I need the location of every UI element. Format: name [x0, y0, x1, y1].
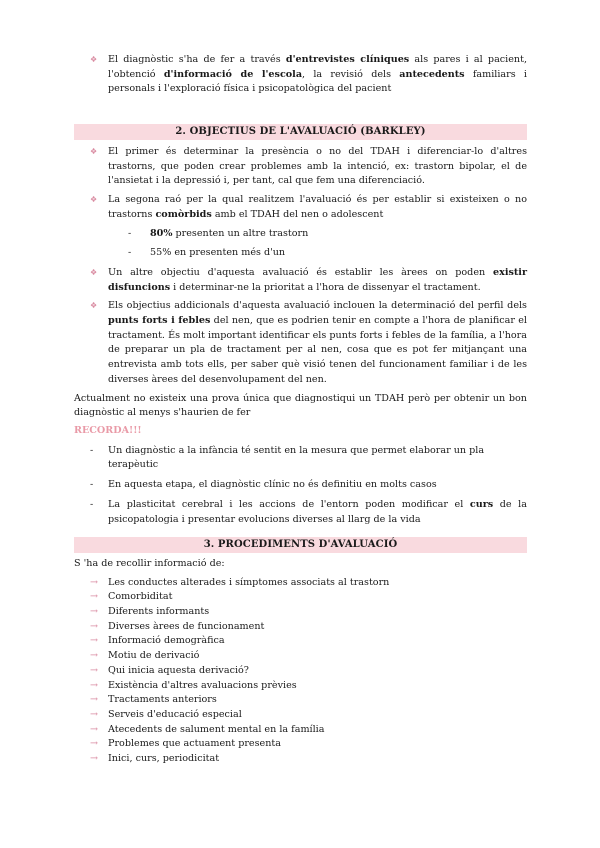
- arrow-bullet-icon: →: [90, 635, 99, 647]
- arrow-bullet-icon: →: [90, 576, 99, 588]
- list-item: → Qui inicia aquesta derivació?: [74, 664, 527, 679]
- list-item: → Diverses àrees de funcionament: [74, 620, 527, 635]
- list-item: → Inici, curs, periodicitat: [74, 752, 527, 767]
- list-item: → Problemes que actuament presenta: [74, 737, 527, 752]
- list-item: → Tractaments anteriors: [74, 693, 527, 708]
- arrow-bullet-icon: →: [90, 738, 99, 750]
- section2-body: [74, 145, 527, 421]
- list-item: - En aquesta etapa, el diagnòstic clínic no és definitiu en molts casos: [74, 478, 527, 493]
- diamond-bullet-icon: ❖: [90, 267, 98, 277]
- section-heading: 3. PROCEDIMENTS D'AVALUACIÓ: [74, 537, 527, 553]
- diamond-bullet-icon: ❖: [90, 195, 98, 205]
- arrow-bullet-icon: →: [90, 752, 99, 764]
- list-item: → Serveis d'educació especial: [74, 708, 527, 723]
- list-item: - Un diagnòstic a la infància té sentit en la mesura que permet elaborar un pla terapèutic: [90, 444, 485, 471]
- procedures-list: [74, 576, 527, 767]
- list-item: → Les conductes alterades i símptomes associats al trastorn: [74, 576, 527, 591]
- arrow-bullet-icon: →: [90, 708, 99, 720]
- dash-bullet: -: [90, 479, 94, 491]
- arrow-bullet-icon: →: [90, 694, 99, 706]
- list-item: → Comorbiditat: [74, 590, 527, 605]
- list-item: → Motiu de derivació: [74, 649, 527, 664]
- section3-intro: S 'ha de recollir informació de:: [74, 558, 225, 569]
- list-item: → Diferents informants: [74, 605, 527, 620]
- list-item: ❖ La segona raó per la qual realitzem l'avaluació és per establir si existeixen o no trastorns comòrbids amb el TDAH del nen o adolescent: [90, 194, 527, 220]
- list-item: → Atecedents de salument mental en la família: [74, 723, 527, 738]
- arrow-bullet-icon: →: [90, 664, 99, 676]
- list-item: → Existència d'altres avaluacions prèvies: [74, 679, 527, 694]
- arrow-bullet-icon: →: [90, 591, 99, 603]
- list-item: ❖ El diagnòstic s'ha de fer a través d'entrevistes clíniques als pares i al pacient, l'obtenció d'informació de l'escola, la revisió dels antecedents familiars i personals i l'exploració física i psicopatològica del pacient: [90, 54, 527, 95]
- list-item: ❖ El primer és determinar la presència o no del TDAH i diferenciar-lo d'altres trastorns, que poden crear problemes amb la intenció, ex: trastorn bipolar, el de l'ansietat i la depressió i, per tant, cal que fem una diferenciació.: [90, 146, 527, 187]
- list-item: ❖ Un altre objectiu d'aquesta avaluació és establir les àrees on poden existir disfuncions i determinar-ne la prioritat a l'hora de dissenyar el tractament.: [90, 266, 527, 293]
- arrow-bullet-icon: →: [90, 723, 99, 735]
- sub-list-item: - 80% presenten un altre trastorn: [74, 227, 527, 242]
- dash-bullet: -: [90, 498, 94, 510]
- list-item: → Informació demogràfica: [74, 634, 527, 649]
- arrow-bullet-icon: →: [90, 650, 99, 662]
- recorda-block: [74, 424, 527, 532]
- list-item: ❖ Els objectius addicionals d'aquesta avaluació inclouen la determinació del perfil dels punts forts i febles del nen, que es podrien tenir en compte a l'hora de planificar el tractament. És molt important identificar els punts forts i febles de la família, a l'hora de preparar un pla de tractament per al nen, cosa que es pot fer mitjançant una entrevista amb tots ells, per saber què visió tenen del funcionament familiar i de les diverses àrees del desenvolupament del nen.: [90, 300, 527, 385]
- diamond-bullet-icon: ❖: [90, 55, 98, 64]
- list-item: - La plasticitat cerebral i les accions de l'entorn poden modificar el curs de la psicopatologia i presentar evolucions diverses al llarg de la vida: [90, 498, 527, 525]
- arrow-bullet-icon: →: [90, 679, 99, 691]
- arrow-bullet-icon: →: [90, 606, 99, 618]
- recorda-label: RECORDA!!!: [74, 425, 142, 436]
- diamond-bullet-icon: ❖: [90, 147, 98, 156]
- diamond-bullet-icon: ❖: [90, 301, 98, 311]
- dash-bullet: -: [90, 444, 94, 456]
- sub-list-item: - 55% en presenten més d'un: [74, 246, 527, 261]
- closing-paragraph: Actualment no existeix una prova única que diagnostiqui un TDAH però per obtenir un bon diagnòstic al menys s'haurien de fer: [74, 392, 527, 419]
- dash-bullet: -: [128, 227, 132, 239]
- top-bullet-block: [74, 53, 527, 101]
- dash-bullet: -: [128, 247, 132, 259]
- arrow-bullet-icon: →: [90, 620, 99, 632]
- section3-body: [74, 557, 527, 767]
- section-heading: 2. OBJECTIUS DE L'AVALUACIÓ (BARKLEY): [74, 124, 527, 140]
